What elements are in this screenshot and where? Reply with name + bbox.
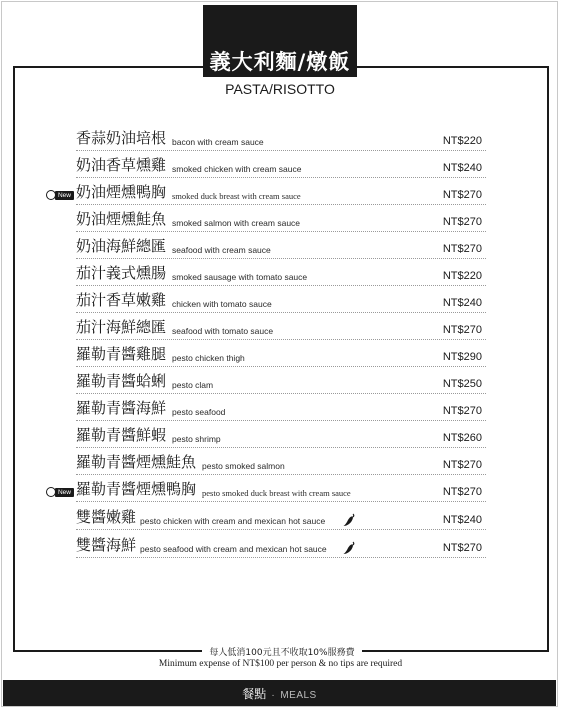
menu-item-price: NT$250 <box>442 378 482 390</box>
bottom-bar <box>3 680 556 706</box>
menu-item <box>76 130 486 151</box>
menu-item-name-en: pesto chicken with cream and mexican hot sauce <box>140 516 326 526</box>
menu-item <box>76 373 486 394</box>
menu-item-price: NT$240 <box>442 514 482 526</box>
menu-item-name-zh: 奶油煙燻鴨胸 <box>76 183 167 201</box>
menu-item-name-en: pesto chicken thigh <box>172 353 245 363</box>
menu-item-name-zh: 雙醬嫩雞 <box>76 508 137 526</box>
menu-item-name-zh: 羅勒青醬雞腿 <box>76 345 167 363</box>
menu-item-price: NT$270 <box>442 216 482 228</box>
menu-item-name-zh: 羅勒青醬煙燻鴨胸 <box>76 480 197 498</box>
menu-item-name-zh: 茄汁海鮮總匯 <box>76 318 167 336</box>
menu-item <box>76 537 486 558</box>
menu-item-name-en: smoked duck breast with cream sauce <box>172 191 301 201</box>
footer-note-zh: 每人低消100元且不收取10%服務費 <box>209 648 355 658</box>
menu-item-price: NT$270 <box>442 189 482 201</box>
menu-item-name-en: chicken with tomato sauce <box>172 299 272 309</box>
bottom-bar-separator: · <box>271 690 276 701</box>
menu-item <box>76 238 486 259</box>
menu-item <box>76 454 486 475</box>
bottom-bar-label-zh: 餐點 <box>242 687 267 701</box>
menu-item <box>76 319 486 340</box>
menu-item-price: NT$270 <box>442 324 482 336</box>
menu-item-name-zh: 香蒜奶油培根 <box>76 129 167 147</box>
new-badge-label: New <box>55 191 74 200</box>
menu-item-name-zh: 羅勒青醬煙燻鮭魚 <box>76 453 197 471</box>
new-badge-label: New <box>55 488 74 497</box>
menu-item <box>76 346 486 367</box>
menu-item-price: NT$220 <box>442 270 482 282</box>
section-title-zh: 義大利麵/燉飯 <box>209 50 351 74</box>
menu-item-name-en: pesto smoked duck breast with cream sauce <box>202 488 351 498</box>
menu-item-name-en: pesto shrimp <box>172 434 221 444</box>
menu-item-price: NT$290 <box>442 351 482 363</box>
menu-item-name-zh: 茄汁義式燻腸 <box>76 264 167 282</box>
menu-item-name-en: seafood with cream sauce <box>172 245 271 255</box>
menu-item-price: NT$220 <box>442 135 482 147</box>
bottom-bar-label-en: MEALS <box>280 690 317 701</box>
menu-item-name-zh: 茄汁香草嫩雞 <box>76 291 167 309</box>
menu-item-name-zh: 雙醬海鮮 <box>76 536 137 554</box>
menu-item-name-en: seafood with tomato sauce <box>172 326 274 336</box>
menu-item-name-zh: 羅勒青醬海鮮 <box>76 399 167 417</box>
menu-item-price: NT$270 <box>442 243 482 255</box>
menu-item-name-zh: 羅勒青醬蛤蜊 <box>76 372 167 390</box>
menu-item-price: NT$240 <box>442 297 482 309</box>
chili-pepper-icon <box>342 513 356 527</box>
menu-item-name-en: pesto clam <box>172 380 214 390</box>
menu-item <box>57 480 486 502</box>
menu-item-name-zh: 奶油香草燻雞 <box>76 156 167 174</box>
menu-item-name-en: smoked salmon with cream sauce <box>172 218 301 228</box>
menu-item <box>76 400 486 421</box>
new-badge-icon <box>46 189 74 202</box>
menu-item <box>76 292 486 313</box>
menu-item-name-en: bacon with cream sauce <box>172 137 264 147</box>
new-badge-icon <box>46 486 74 499</box>
menu-item <box>76 509 486 530</box>
menu-item-price: NT$240 <box>442 162 482 174</box>
menu-item-name-zh: 奶油海鮮總匯 <box>76 237 167 255</box>
menu-item-price: NT$270 <box>442 459 482 471</box>
menu-item-price: NT$270 <box>442 405 482 417</box>
menu-item <box>76 427 486 448</box>
menu-item <box>57 183 486 205</box>
menu-item-name-zh: 奶油煙燻鮭魚 <box>76 210 167 228</box>
menu-item-price: NT$260 <box>442 432 482 444</box>
menu-item <box>76 211 486 232</box>
menu-item-price: NT$270 <box>442 542 482 554</box>
menu-item-name-en: pesto seafood with cream and mexican hot sauce <box>140 544 327 554</box>
menu-item <box>76 265 486 286</box>
menu-item-name-zh: 羅勒青醬鮮蝦 <box>76 426 167 444</box>
menu-item-name-en: smoked sausage with tomato sauce <box>172 272 308 282</box>
menu-item-name-en: pesto smoked salmon <box>202 461 285 471</box>
menu-item-name-en: smoked chicken with cream sauce <box>172 164 302 174</box>
menu-item <box>76 157 486 178</box>
section-title-en: PASTA/RISOTTO <box>225 81 335 97</box>
chili-pepper-icon <box>342 541 356 555</box>
menu-item-price: NT$270 <box>442 486 482 498</box>
menu-item-name-en: pesto seafood <box>172 407 226 417</box>
footer-note-en: Minimum expense of NT$100 per person & no tips are required <box>158 659 403 669</box>
